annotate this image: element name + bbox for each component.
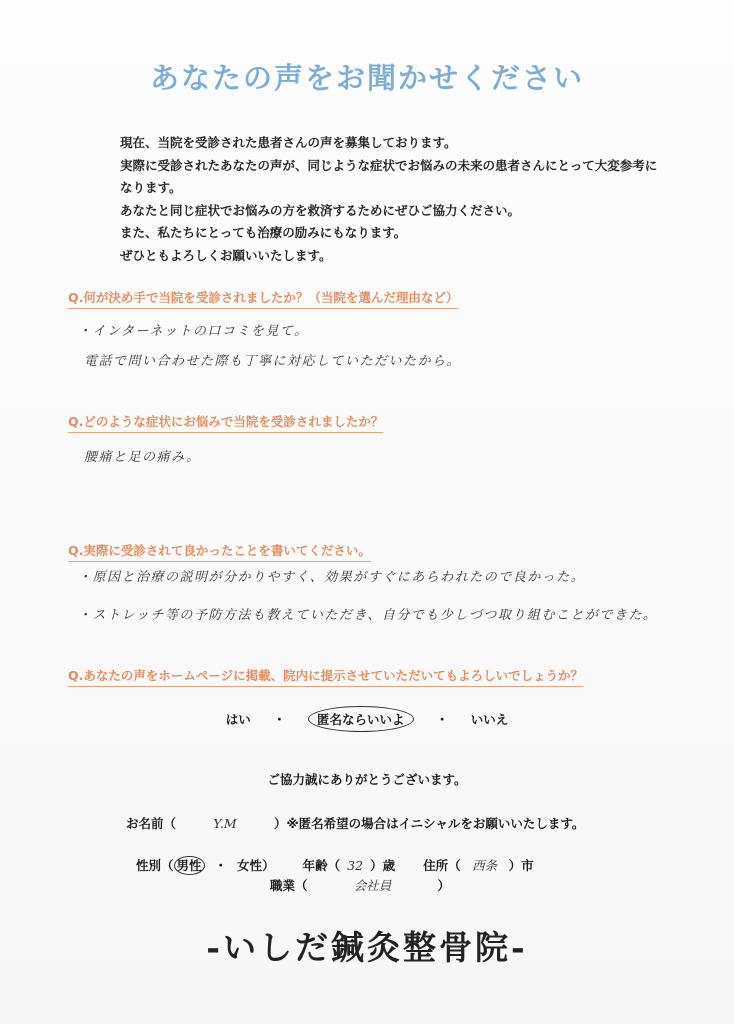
name-label: お名前（: [126, 816, 177, 831]
answer-reason-line: ・インターネットの口コミを見て。: [78, 324, 309, 339]
intro-line: ぜひともよろしくお願いいたします。: [120, 247, 332, 263]
name-note: ※匿名希望の場合はイニシャルをお願いいたします。: [286, 816, 585, 831]
address-close: ）市: [508, 858, 534, 873]
info-row: [136, 856, 534, 874]
consent-anonymous-selected[interactable]: 匿名ならいいよ: [308, 706, 414, 732]
answer-symptoms-line: 腰痛と足の痛み。: [84, 450, 201, 465]
age-close: ）歳: [370, 858, 396, 873]
consent-options: [0, 706, 734, 732]
age-field[interactable]: 32: [347, 858, 364, 873]
consent-yes[interactable]: はい: [225, 712, 251, 727]
gender-separator: ・: [214, 858, 228, 873]
job-label: 職業（: [270, 878, 308, 893]
job-field[interactable]: 会社員: [353, 878, 392, 893]
intro-line: 現在、当院を受診された患者さんの声を募集しております。: [120, 135, 457, 150]
address-field[interactable]: 西条: [472, 858, 498, 873]
intro-line: また、私たちにとっても治療の励みにもなります。: [120, 225, 407, 240]
job-row: [270, 876, 450, 894]
clinic-name-footer: -いしだ鍼灸整骨院-: [206, 928, 528, 967]
question-symptoms: Q.どのような症状にお悩みで当院を受診されましたか？: [68, 412, 383, 433]
name-close: ）: [274, 816, 287, 831]
intro-text: [120, 132, 680, 267]
intro-line: 実際に受診されたあなたの声が、同じような症状でお悩みの未来の患者さんにとって大変参考に: [120, 157, 658, 173]
thanks-message: ご協力誠にありがとうございます。: [267, 772, 467, 787]
gender-close: ）: [262, 858, 275, 873]
name-field[interactable]: Y.M: [213, 816, 237, 831]
gender-female[interactable]: 女性: [237, 858, 263, 873]
page-title: あなたの声をお聞かせください: [149, 61, 584, 95]
gender-male-selected[interactable]: 男性: [174, 856, 205, 875]
consent-no[interactable]: いいえ: [470, 712, 509, 727]
intro-line: あなたと同じ症状でお悩みの方を救済するためにぜひご協力ください。: [120, 202, 521, 218]
answer-good-points-line: ・ストレッチ等の予防方法も教えていただき、自分でも少しづつ取り組むことができた。: [78, 608, 658, 623]
answer-reason-line: 電話で問い合わせた際も丁寧に対応していただいたから。: [84, 354, 462, 369]
name-row: [126, 814, 584, 832]
question-reason: Q.何が決め手で当院を受診されましたか？（当院を選んだ理由など）: [68, 288, 458, 309]
gender-label: 性別（: [136, 858, 174, 873]
consent-separator: ・: [273, 712, 286, 727]
intro-line: なります。: [120, 180, 182, 195]
address-label: 住所（: [423, 858, 461, 873]
job-close: ）: [437, 878, 451, 893]
answer-good-points-line: ・原因と治療の説明が分かりやすく、効果がすぐにあらわれたので良かった。: [78, 570, 586, 585]
consent-separator: ・: [435, 712, 449, 727]
question-consent: Q.あなたの声をホームページに掲載、院内に提示させていただいてもよろしいでしょうか？: [68, 666, 583, 687]
question-good-points: Q.実際に受診されて良かったことを書いてください。: [68, 541, 371, 562]
age-label: 年齢（: [302, 858, 341, 873]
